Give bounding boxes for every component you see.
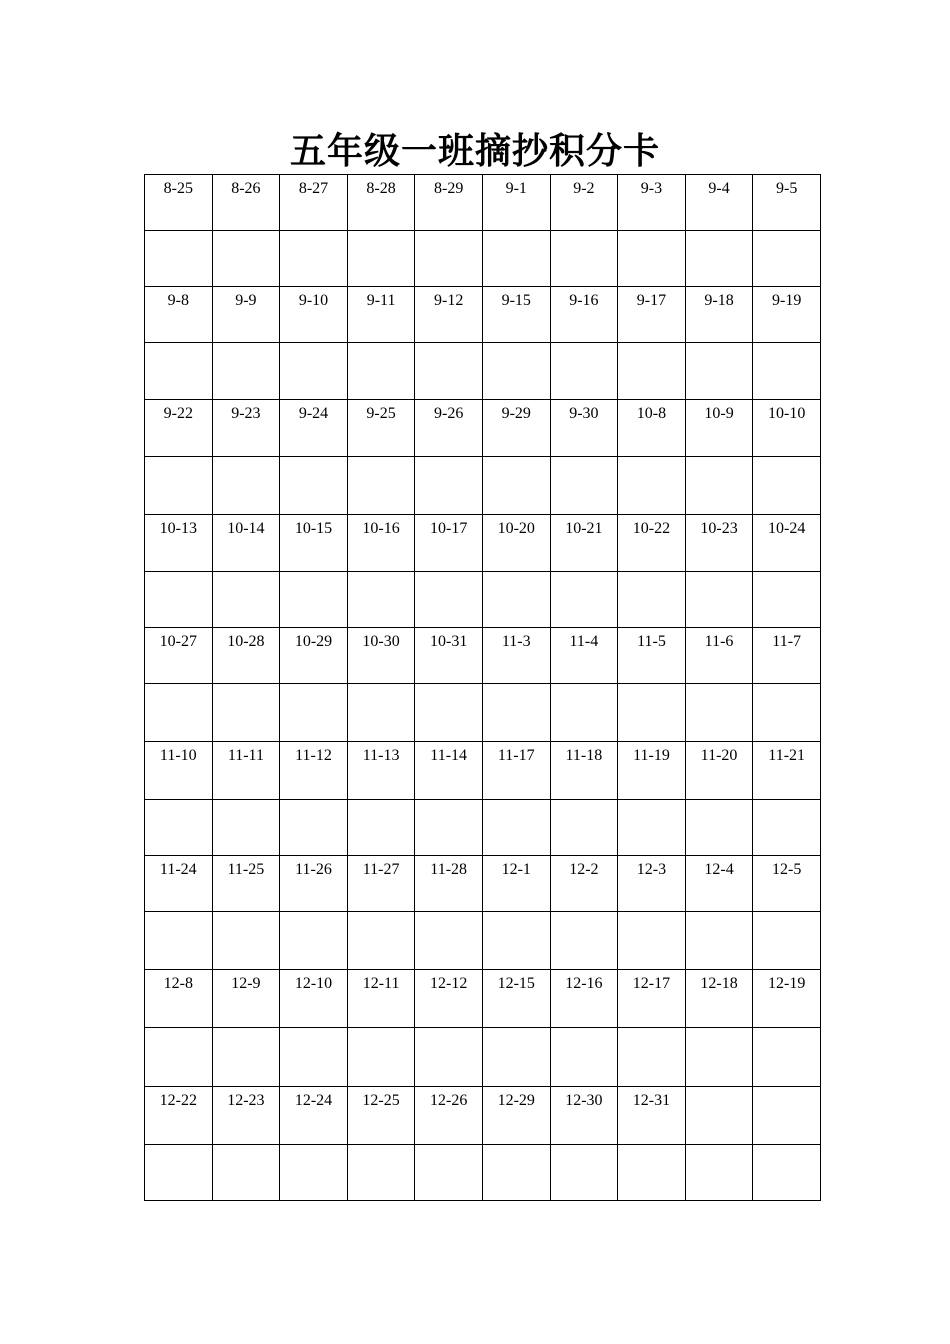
date-label: 9-15 [501, 292, 531, 309]
score-cell[interactable] [550, 684, 618, 742]
date-label: 11-12 [295, 747, 332, 764]
score-cell[interactable] [618, 457, 686, 515]
score-cell[interactable] [212, 912, 280, 970]
date-cell [145, 970, 213, 1028]
date-label: 12-18 [700, 975, 738, 992]
score-cell[interactable] [482, 800, 550, 856]
date-cell [145, 742, 213, 800]
score-cell[interactable] [145, 572, 213, 628]
date-label: 9-11 [366, 292, 396, 309]
score-row [145, 343, 821, 400]
date-label: 11-20 [700, 747, 738, 764]
date-cell [685, 515, 753, 572]
date-cell [212, 628, 280, 684]
score-cell[interactable] [753, 684, 821, 742]
date-label: 12-15 [497, 975, 535, 992]
date-label: 12-9 [231, 975, 261, 992]
date-cell [685, 175, 753, 231]
score-cell[interactable] [753, 231, 821, 287]
date-cell [482, 856, 550, 912]
score-cell[interactable] [145, 457, 213, 515]
date-label: 12-17 [632, 975, 671, 992]
date-cell [347, 175, 415, 231]
date-cell [145, 628, 213, 684]
date-label: 10-10 [768, 405, 806, 422]
date-label: 10-24 [768, 520, 806, 537]
date-label: 12-5 [772, 861, 802, 878]
date-label: 12-10 [294, 975, 333, 992]
date-cell [212, 515, 280, 572]
date-row [145, 515, 821, 572]
date-cell [212, 742, 280, 800]
date-cell [347, 287, 415, 343]
date-label: 9-8 [167, 292, 189, 309]
date-label: 10-16 [362, 520, 400, 537]
date-cell [212, 856, 280, 912]
score-cell[interactable] [415, 800, 483, 856]
date-label: 11-10 [159, 747, 197, 764]
date-cell [347, 628, 415, 684]
score-cell[interactable] [145, 684, 213, 742]
date-row [145, 175, 821, 231]
date-cell [212, 175, 280, 231]
score-cell[interactable] [550, 457, 618, 515]
date-label: 11-7 [772, 633, 802, 650]
score-cell[interactable] [753, 912, 821, 970]
date-cell [212, 1087, 280, 1145]
date-cell [145, 1087, 213, 1145]
date-label: 9-3 [640, 180, 663, 197]
date-label: 12-11 [362, 975, 400, 992]
date-row [145, 287, 821, 343]
date-cell [415, 856, 483, 912]
date-label: 9-12 [434, 292, 464, 309]
date-cell [347, 515, 415, 572]
date-label: 11-11 [227, 747, 264, 764]
date-label: 12-3 [636, 861, 667, 878]
score-cell[interactable] [550, 1028, 618, 1087]
date-cell [685, 1087, 753, 1145]
score-cell[interactable] [212, 572, 280, 628]
score-cell[interactable] [550, 800, 618, 856]
date-cell [347, 970, 415, 1028]
date-cell [280, 175, 348, 231]
date-cell [685, 856, 753, 912]
score-cell[interactable] [415, 572, 483, 628]
date-label: 10-9 [704, 405, 734, 422]
score-cell[interactable] [347, 231, 415, 287]
date-cell [145, 856, 213, 912]
date-label: 11-26 [295, 861, 332, 878]
date-label: 12-25 [362, 1092, 400, 1109]
score-cell[interactable] [618, 1028, 686, 1087]
date-label [753, 1087, 820, 1092]
date-cell [145, 175, 213, 231]
score-cell[interactable] [685, 343, 753, 400]
date-row [145, 970, 821, 1028]
date-cell [685, 287, 753, 343]
date-cell [550, 400, 618, 457]
date-cell [618, 1087, 686, 1145]
date-cell [415, 515, 483, 572]
score-cell[interactable] [212, 1145, 280, 1201]
score-cell[interactable] [550, 343, 618, 400]
score-cell[interactable] [145, 231, 213, 287]
score-cell[interactable] [280, 457, 348, 515]
score-cell[interactable] [145, 1028, 213, 1087]
score-cell[interactable] [753, 800, 821, 856]
score-cell[interactable] [685, 800, 753, 856]
date-cell [347, 742, 415, 800]
date-cell [280, 515, 348, 572]
date-cell [618, 628, 686, 684]
date-label: 12-4 [704, 861, 734, 878]
score-cell[interactable] [280, 343, 348, 400]
date-label: 12-30 [565, 1092, 603, 1109]
date-label: 11-4 [569, 633, 599, 650]
score-cell[interactable] [347, 1145, 415, 1201]
date-cell [212, 287, 280, 343]
date-cell [280, 400, 348, 457]
date-label: 11-28 [430, 861, 468, 878]
date-cell [145, 400, 213, 457]
date-label: 12-19 [768, 975, 806, 992]
score-cell[interactable] [347, 572, 415, 628]
date-label: 10-8 [636, 405, 667, 422]
date-label [686, 1087, 753, 1092]
date-cell [280, 1087, 348, 1145]
date-label: 11-18 [565, 747, 603, 764]
score-row [145, 1028, 821, 1087]
date-label: 11-13 [362, 747, 400, 764]
score-cell[interactable] [618, 800, 686, 856]
date-cell [145, 287, 213, 343]
date-cell [550, 628, 618, 684]
date-label: 10-29 [294, 633, 333, 650]
score-cell[interactable] [482, 572, 550, 628]
date-label: 9-1 [505, 180, 527, 197]
date-cell [550, 175, 618, 231]
date-label: 12-22 [159, 1092, 197, 1109]
score-cell[interactable] [145, 800, 213, 856]
date-cell [753, 175, 821, 231]
date-label: 10-23 [700, 520, 738, 537]
date-label: 11-21 [768, 747, 806, 764]
score-cell[interactable] [618, 231, 686, 287]
score-cell[interactable] [212, 457, 280, 515]
score-cell[interactable] [685, 912, 753, 970]
date-label: 8-29 [434, 180, 464, 197]
score-cell[interactable] [280, 1145, 348, 1201]
score-cell[interactable] [145, 912, 213, 970]
date-cell [415, 1087, 483, 1145]
date-label: 10-21 [565, 520, 603, 537]
date-cell [618, 856, 686, 912]
date-cell [618, 742, 686, 800]
date-label: 10-17 [430, 520, 468, 537]
date-row [145, 742, 821, 800]
score-cell[interactable] [482, 912, 550, 970]
date-cell [550, 856, 618, 912]
date-cell [550, 1087, 618, 1145]
date-row [145, 856, 821, 912]
score-row [145, 912, 821, 970]
date-label: 11-3 [501, 633, 531, 650]
date-cell [212, 970, 280, 1028]
date-cell [685, 742, 753, 800]
date-label: 9-4 [708, 180, 730, 197]
date-cell [482, 742, 550, 800]
score-cell[interactable] [753, 1028, 821, 1087]
score-cell[interactable] [415, 912, 483, 970]
date-label: 9-23 [231, 405, 261, 422]
score-cell[interactable] [280, 800, 348, 856]
score-cell[interactable] [618, 572, 686, 628]
score-cell[interactable] [685, 1028, 753, 1087]
score-row [145, 231, 821, 287]
date-cell [145, 515, 213, 572]
date-cell [280, 287, 348, 343]
date-label: 9-5 [776, 180, 798, 197]
date-cell [753, 742, 821, 800]
score-cell[interactable] [145, 343, 213, 400]
score-cell[interactable] [280, 231, 348, 287]
score-cell[interactable] [618, 343, 686, 400]
date-cell [753, 1087, 821, 1145]
date-cell [618, 970, 686, 1028]
score-cell[interactable] [280, 684, 348, 742]
score-cell[interactable] [550, 1145, 618, 1201]
date-label: 12-16 [565, 975, 603, 992]
date-row [145, 400, 821, 457]
score-cell[interactable] [280, 912, 348, 970]
date-label: 9-26 [434, 405, 464, 422]
date-label: 11-25 [227, 861, 265, 878]
date-label: 10-28 [227, 633, 265, 650]
date-label: 9-25 [366, 405, 396, 422]
score-cell[interactable] [280, 1028, 348, 1087]
date-label: 9-2 [573, 180, 595, 197]
date-label: 12-1 [501, 861, 531, 878]
date-label: 9-16 [569, 292, 599, 309]
date-label: 10-31 [430, 633, 468, 650]
score-cell[interactable] [212, 343, 280, 400]
date-label: 12-24 [294, 1092, 333, 1109]
date-cell [415, 400, 483, 457]
score-cell[interactable] [753, 343, 821, 400]
score-cell[interactable] [415, 457, 483, 515]
date-cell [550, 515, 618, 572]
date-label: 11-27 [362, 861, 400, 878]
date-label: 10-15 [294, 520, 333, 537]
date-label: 10-13 [159, 520, 197, 537]
score-cell[interactable] [212, 1028, 280, 1087]
date-label: 12-26 [430, 1092, 468, 1109]
date-label: 8-25 [163, 180, 193, 197]
score-cell[interactable] [618, 684, 686, 742]
date-cell [482, 287, 550, 343]
date-cell [415, 287, 483, 343]
score-cell[interactable] [685, 457, 753, 515]
date-label: 11-14 [430, 747, 468, 764]
date-label: 11-19 [633, 747, 670, 764]
score-card-table [144, 174, 821, 1201]
date-cell [280, 742, 348, 800]
score-cell[interactable] [753, 457, 821, 515]
date-label: 9-29 [501, 405, 531, 422]
date-cell [415, 175, 483, 231]
date-label: 8-26 [231, 180, 261, 197]
score-cell[interactable] [550, 231, 618, 287]
date-cell [347, 856, 415, 912]
score-cell[interactable] [347, 1028, 415, 1087]
score-cell[interactable] [415, 231, 483, 287]
score-row [145, 800, 821, 856]
score-cell[interactable] [618, 1145, 686, 1201]
score-row [145, 1145, 821, 1201]
score-cell[interactable] [685, 231, 753, 287]
score-cell[interactable] [415, 1145, 483, 1201]
date-label: 12-23 [227, 1092, 265, 1109]
date-cell [685, 628, 753, 684]
date-row [145, 1087, 821, 1145]
date-cell [550, 742, 618, 800]
date-cell [482, 400, 550, 457]
date-cell [482, 628, 550, 684]
date-label: 10-27 [159, 633, 197, 650]
date-label: 8-27 [298, 180, 329, 197]
date-cell [753, 400, 821, 457]
score-cell[interactable] [482, 343, 550, 400]
score-cell[interactable] [618, 912, 686, 970]
date-label: 9-9 [235, 292, 257, 309]
score-cell[interactable] [482, 231, 550, 287]
date-cell [753, 970, 821, 1028]
date-cell [212, 400, 280, 457]
score-cell[interactable] [347, 343, 415, 400]
score-cell[interactable] [415, 1028, 483, 1087]
score-cell[interactable] [685, 1145, 753, 1201]
date-cell [482, 1087, 550, 1145]
date-cell [280, 970, 348, 1028]
score-cell[interactable] [212, 231, 280, 287]
date-cell [685, 970, 753, 1028]
date-label: 8-28 [366, 180, 396, 197]
date-cell [753, 287, 821, 343]
date-cell [753, 515, 821, 572]
date-label: 9-30 [569, 405, 599, 422]
date-cell [347, 400, 415, 457]
date-cell [415, 970, 483, 1028]
date-row [145, 628, 821, 684]
score-cell[interactable] [347, 684, 415, 742]
date-cell [618, 287, 686, 343]
date-cell [347, 1087, 415, 1145]
date-cell [618, 515, 686, 572]
page-title: 五年级一班摘抄积分卡 [289, 130, 660, 172]
date-cell [415, 628, 483, 684]
date-label: 12-31 [632, 1092, 671, 1109]
date-cell [482, 515, 550, 572]
date-label: 9-24 [298, 405, 329, 422]
score-cell[interactable] [212, 800, 280, 856]
date-label: 9-22 [163, 405, 193, 422]
date-label: 12-12 [430, 975, 468, 992]
date-label: 9-10 [298, 292, 329, 309]
date-cell [618, 400, 686, 457]
date-label: 9-17 [636, 292, 667, 309]
score-cell[interactable] [482, 684, 550, 742]
date-label: 12-8 [163, 975, 193, 992]
score-cell[interactable] [347, 912, 415, 970]
score-cell[interactable] [482, 1145, 550, 1201]
date-label: 11-24 [159, 861, 197, 878]
score-cell[interactable] [753, 572, 821, 628]
date-label: 11-6 [704, 633, 734, 650]
date-label: 10-20 [497, 520, 535, 537]
score-cell[interactable] [550, 572, 618, 628]
date-label: 10-22 [632, 520, 671, 537]
score-cell[interactable] [550, 912, 618, 970]
score-cell[interactable] [685, 572, 753, 628]
date-cell [550, 970, 618, 1028]
date-label: 12-29 [497, 1092, 535, 1109]
date-cell [482, 970, 550, 1028]
score-cell[interactable] [753, 1145, 821, 1201]
score-cell[interactable] [145, 1145, 213, 1201]
date-label: 11-17 [497, 747, 535, 764]
date-label: 10-14 [227, 520, 265, 537]
date-label: 10-30 [362, 633, 400, 650]
date-cell [415, 742, 483, 800]
score-cell[interactable] [415, 684, 483, 742]
date-label: 12-2 [569, 861, 599, 878]
date-label: 9-19 [772, 292, 802, 309]
score-row [145, 572, 821, 628]
date-cell [280, 856, 348, 912]
score-card-body [145, 175, 821, 1201]
score-row [145, 457, 821, 515]
date-cell [618, 175, 686, 231]
score-cell[interactable] [212, 684, 280, 742]
date-cell [753, 856, 821, 912]
date-cell [753, 628, 821, 684]
score-cell[interactable] [280, 572, 348, 628]
score-cell[interactable] [347, 800, 415, 856]
date-cell [482, 175, 550, 231]
score-cell[interactable] [685, 684, 753, 742]
date-label: 9-18 [704, 292, 734, 309]
date-label: 11-5 [637, 633, 666, 650]
date-cell [685, 400, 753, 457]
score-cell[interactable] [347, 457, 415, 515]
date-cell [550, 287, 618, 343]
score-row [145, 684, 821, 742]
score-cell[interactable] [482, 1028, 550, 1087]
date-cell [280, 628, 348, 684]
score-cell[interactable] [415, 343, 483, 400]
score-cell[interactable] [482, 457, 550, 515]
